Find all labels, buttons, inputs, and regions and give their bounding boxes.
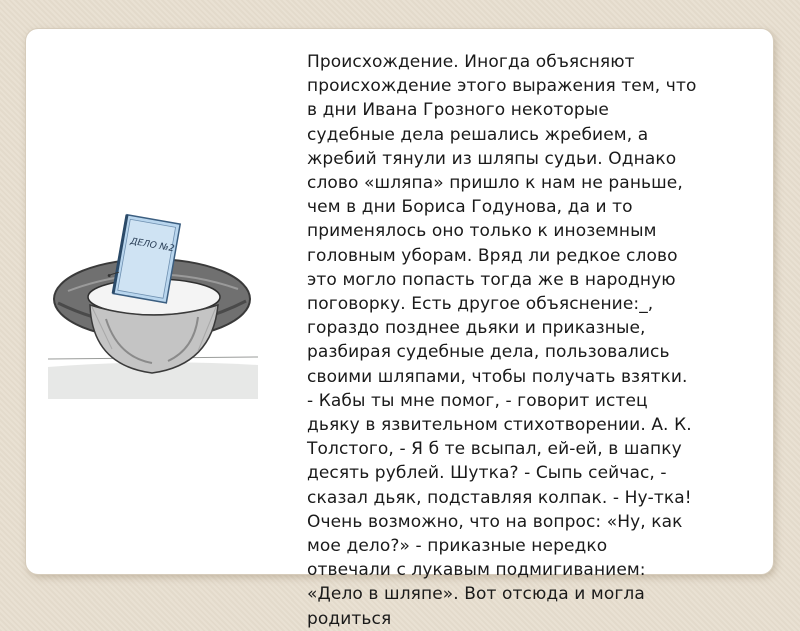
text-line: своими шляпами, чтобы получать взятки. <box>307 366 688 387</box>
text-line: происхождение этого выражения тем, что <box>307 76 697 97</box>
text-line: десять рублей. Шутка? - Сыпь сейчас, - <box>307 463 667 484</box>
text-line: судебные дела решались жребием, а <box>307 124 649 145</box>
folder-label: ДЕЛО №2 <box>129 236 176 255</box>
text-line: дьяку в язвительном стихотворении. А. К. <box>307 415 692 436</box>
text-line: Очень возможно, что на вопрос: «Ну, как <box>307 511 683 532</box>
text-line: «Дело в шляпе». Вот отсюда и могла <box>307 584 645 605</box>
text-line: слово «шляпа» пришло к нам не раньше, <box>307 173 683 194</box>
text-line: сказал дьяк, подставляя колпак. - Ну-тка! <box>307 487 692 508</box>
text-line: применялось оно только к иноземным <box>307 221 657 242</box>
text-line: - Кабы ты мне помог, - говорит истец <box>307 390 648 411</box>
text-line: разбирая судебные дела, пользовались <box>307 342 670 363</box>
text-line: жребий тянули из шляпы судьи. Однако <box>307 148 677 169</box>
text-line: Происхождение. Иногда объясняют <box>307 52 635 72</box>
slide-card <box>26 29 773 629</box>
text-line: мое дело?» - приказные нередко <box>307 536 608 557</box>
body-text <box>307 50 787 631</box>
text-line: поговорку. Есть другое объяснение:_, <box>307 294 654 315</box>
text-line: гораздо позднее дьяки и приказные, <box>307 318 646 339</box>
text-line: это могло попасть тогда же в народную <box>307 269 676 290</box>
text-line: в дни Ивана Грозного некоторые <box>307 100 609 121</box>
hat-with-case-folder-icon <box>48 189 258 399</box>
text-line: чем в дни Бориса Годунова, да и то <box>307 197 633 218</box>
text-line: головным уборам. Вряд ли редкое слово <box>307 245 678 266</box>
text-line: родиться <box>307 608 392 629</box>
text-line: Толстого, - Я б те всыпал, ей-ей, в шапку <box>307 439 682 460</box>
text-line: отвечали с лукавым подмигиванием: <box>307 560 646 581</box>
